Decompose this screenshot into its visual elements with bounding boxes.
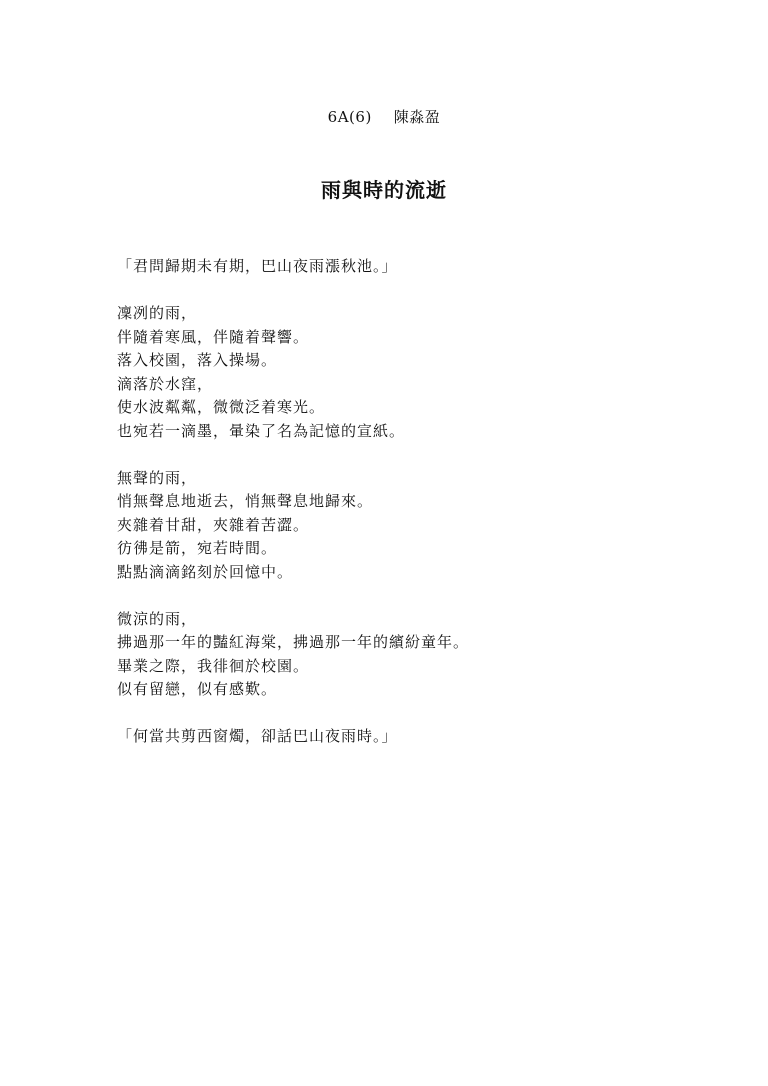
poem-line: 微涼的雨， (117, 609, 198, 628)
poem-body (117, 255, 677, 749)
stanza-gap (117, 443, 677, 467)
author-name: 陳淼盈 (393, 108, 441, 126)
stanza-1 (117, 302, 677, 443)
poem-line: 無聲的雨， (117, 468, 198, 487)
poem-line: 夾雜着甘甜，夾雜着苦澀。 (117, 515, 310, 534)
stanza-3 (117, 608, 677, 702)
poem-line: 畢業之際，我徘徊於校園。 (117, 656, 310, 675)
class-id: 6A(6) (327, 108, 372, 126)
poem-line: 點點滴滴銘刻於回憶中。 (117, 562, 294, 581)
poem-line: 凜冽的雨， (117, 304, 198, 322)
stanza-gap (117, 702, 677, 726)
poem-line: 彷彿是箭，宛若時間。 (117, 539, 278, 557)
poem-line: 悄無聲息地逝去，悄無聲息地歸來。 (117, 492, 374, 510)
poem-line: 似有留戀，似有感歎。 (117, 680, 278, 698)
poem-line: 拂過那一年的豔紅海棠，拂過那一年的繽紛童年。 (117, 633, 470, 651)
poem-line: 落入校園，落入操場。 (117, 351, 278, 369)
poem-line: 伴隨着寒風，伴隨着聲響。 (117, 327, 310, 346)
stanza-gap (117, 584, 677, 608)
stanza-2 (117, 467, 677, 585)
poem-line: 使水波粼粼，微微泛着寒光。 (117, 398, 326, 416)
opening-quote: 「君問歸期未有期，巴山夜雨漲秋池。」 (117, 257, 398, 275)
poem-title: 雨與時的流逝 (321, 178, 447, 202)
closing-quote: 「何當共剪西窗燭，卻話巴山夜雨時。」 (117, 727, 398, 745)
poem-line: 也宛若一滴墨，暈染了名為記憶的宣紙。 (117, 421, 406, 440)
poem-line: 滴落於水窪， (117, 374, 214, 393)
author-line (0, 106, 768, 127)
stanza-gap (117, 279, 677, 303)
